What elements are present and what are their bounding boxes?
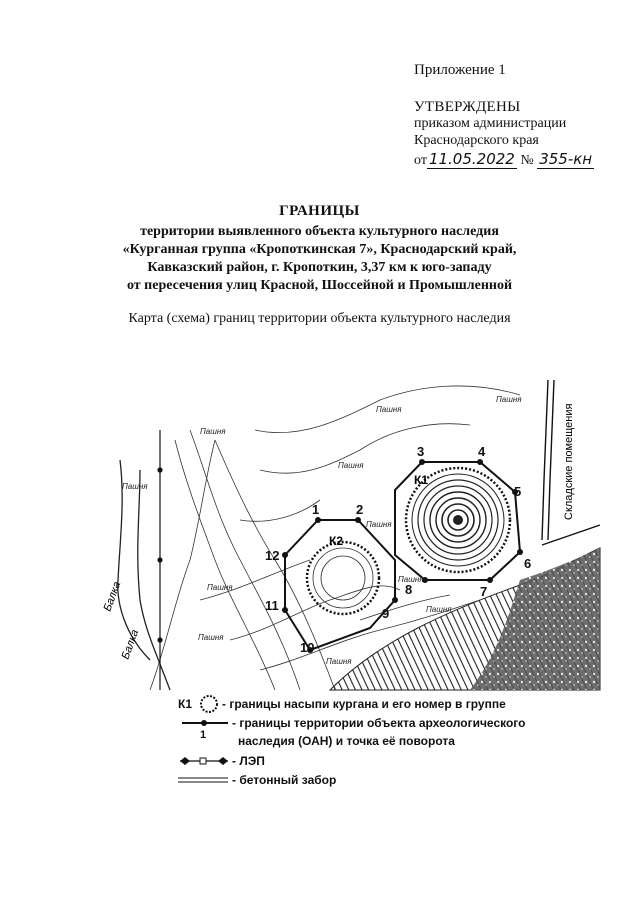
handwritten-date: 11.05.2022 xyxy=(428,150,515,168)
title-line-4: от пересечения улиц Красной, Шоссейной и Промышленной xyxy=(126,278,513,293)
legend-boundary-text-1: - границы территории объекта археологического xyxy=(232,716,526,730)
appendix-label: Приложение 1 xyxy=(414,62,506,78)
legend-lep-symbol xyxy=(180,757,228,765)
title-line-1: территории выявленного объекта культурного наследия xyxy=(140,224,499,239)
point-label-5: 5 xyxy=(514,484,522,499)
ravine-label: Балка xyxy=(101,580,124,614)
map-caption: Карта (схема) границ территории объекта культурного наследия xyxy=(128,311,511,326)
point-label-6: 6 xyxy=(524,556,532,571)
ravine-label: Балка xyxy=(119,628,142,662)
warehouse-label: Складские помещения xyxy=(563,403,575,520)
field-label: Пашня xyxy=(200,427,226,436)
field-label: Пашня xyxy=(122,482,148,491)
order-line-2: Краснодарского края xyxy=(414,133,539,148)
field-label: Пашня xyxy=(198,633,224,642)
point-label-4: 4 xyxy=(478,444,486,459)
field-label: Пашня xyxy=(326,657,352,666)
title-line-2: «Курганная группа «Кропоткинская 7», Краснодарский край, xyxy=(122,242,517,257)
field-label: Пашня xyxy=(376,405,402,414)
point-label-12: 12 xyxy=(265,548,280,563)
approved-label: УТВЕРЖДЕНЫ xyxy=(414,99,521,115)
point-label-3: 3 xyxy=(417,444,425,459)
legend-boundary-text-2: наследия (ОАН) и точка её поворота xyxy=(238,734,455,748)
number-prefix: № xyxy=(520,153,534,168)
legend-k1-symbol-label: К1 xyxy=(178,697,192,711)
handwritten-number: 355-кн xyxy=(539,150,593,168)
kurgan-k2-label: К2 xyxy=(329,534,343,548)
legend-kurgan-symbol xyxy=(201,696,217,712)
legend-boundary-point-number: 1 xyxy=(200,729,207,741)
legend-fence-text: - бетонный забор xyxy=(232,773,337,787)
date-prefix: от xyxy=(414,153,427,168)
title-line-3: Кавказский район, г. Кропоткин, 3,37 км к юго-западу xyxy=(147,260,492,275)
legend-boundary-symbol xyxy=(182,720,228,726)
kurgan-k2 xyxy=(307,542,379,614)
order-line-1: приказом администрации xyxy=(414,116,567,131)
field-label: Пашня xyxy=(426,605,452,614)
kurgan-k1-label: К1 xyxy=(414,473,428,487)
field-label: Пашня xyxy=(338,461,364,470)
field-label: Пашня xyxy=(496,395,522,404)
field-label: Пашня xyxy=(207,583,233,592)
power-line-lep xyxy=(158,430,162,690)
point-label-10: 10 xyxy=(300,640,315,655)
point-label-7: 7 xyxy=(480,584,488,599)
field-label: Пашня xyxy=(398,575,424,584)
document-title: ГРАНИЦЫ xyxy=(279,203,360,219)
legend-fence-symbol xyxy=(178,778,228,782)
field-label: Пашня xyxy=(366,520,392,529)
point-label-2: 2 xyxy=(356,502,364,517)
point-label-8: 8 xyxy=(405,582,413,597)
point-label-11: 11 xyxy=(265,598,279,613)
legend-kurgan-text: - границы насыпи кургана и его номер в группе xyxy=(222,697,506,711)
point-label-1: 1 xyxy=(312,502,320,517)
legend-lep-text: - ЛЭП xyxy=(232,754,265,768)
point-label-9: 9 xyxy=(382,606,390,621)
